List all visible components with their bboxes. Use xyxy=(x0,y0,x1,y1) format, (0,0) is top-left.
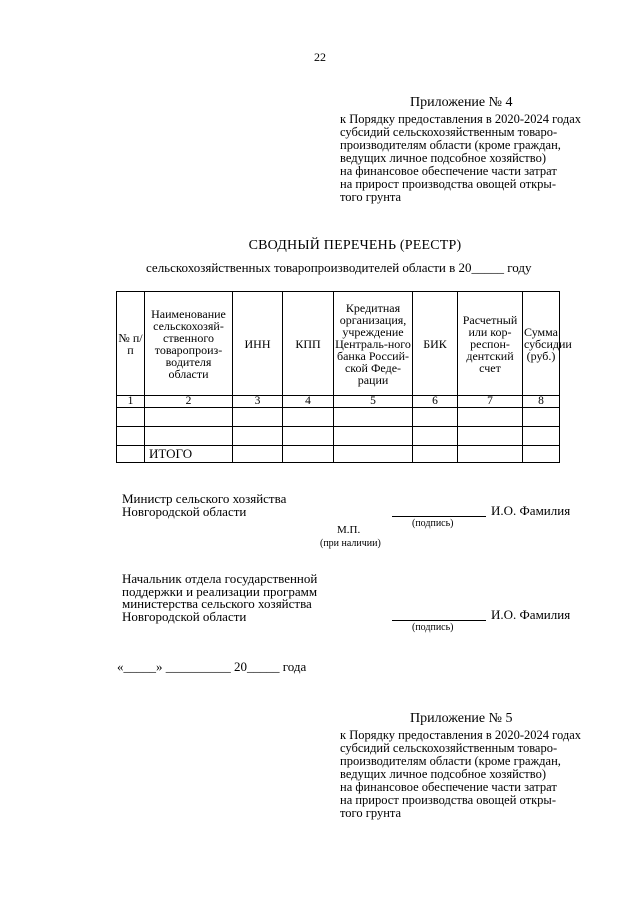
appendix-5-line: к Порядку предоставления в 2020-2024 годах xyxy=(340,728,582,742)
column-number: 3 xyxy=(233,396,283,408)
stamp-label: М.П. xyxy=(337,524,361,536)
appendix-5-line: того грунта xyxy=(340,806,402,820)
total-label: ИТОГО xyxy=(145,446,233,463)
header-cell-subsidy-sum: Сумма субсидии (руб.) xyxy=(523,292,560,396)
column-number-row xyxy=(117,396,560,408)
table-row xyxy=(117,427,560,446)
page-number: 22 xyxy=(314,50,326,64)
table-header-row xyxy=(117,292,560,396)
table-cell xyxy=(233,427,283,446)
table-cell xyxy=(117,446,145,463)
header-cell-inn: ИНН xyxy=(233,292,283,396)
table-cell xyxy=(458,427,523,446)
appendix-4-line: того грунта xyxy=(340,190,402,204)
table-cell xyxy=(413,446,458,463)
table-cell xyxy=(523,408,560,427)
column-number: 8 xyxy=(523,396,560,408)
table-cell xyxy=(145,408,233,427)
table-cell xyxy=(233,446,283,463)
header-cell-bik: БИК xyxy=(413,292,458,396)
header-cell-account: Расчетный или кор-респон-дентский счет xyxy=(458,292,523,396)
department-head-position-line: Начальник отдела государственной xyxy=(122,571,318,586)
department-head-name: И.О. Фамилия xyxy=(491,607,571,622)
department-head-position xyxy=(122,573,317,623)
signature-line xyxy=(392,516,486,517)
minister-position-line: Министр сельского хозяйства xyxy=(122,491,287,506)
table-cell xyxy=(458,446,523,463)
appendix-4-line: на финансовое обеспечение части затрат xyxy=(340,164,557,178)
minister-position xyxy=(122,493,286,518)
column-number: 2 xyxy=(145,396,233,408)
department-head-position-line: министерства сельского хозяйства xyxy=(122,596,312,611)
stamp-note: (при наличии) xyxy=(320,538,381,549)
appendix-4-line: субсидий сельскохозяйственным товаро- xyxy=(340,125,558,139)
table-cell xyxy=(458,408,523,427)
table-cell xyxy=(413,427,458,446)
table-cell xyxy=(117,427,145,446)
registry-subtitle: сельскохозяйственных товаропроизводителей области в 20_____ году xyxy=(146,260,532,275)
appendix-5-line: субсидий сельскохозяйственным товаро- xyxy=(340,741,558,755)
header-cell-number: № п/п xyxy=(117,292,145,396)
column-number: 5 xyxy=(334,396,413,408)
appendix-4-title: Приложение № 4 xyxy=(410,95,513,110)
table-cell xyxy=(413,408,458,427)
appendix-5-line: на финансовое обеспечение части затрат xyxy=(340,780,557,794)
signature-caption: (подпись) xyxy=(412,622,454,633)
header-cell-producer-name: Наименование сельскохозяй-ственного товаропроиз-водителя области xyxy=(145,292,233,396)
column-number: 1 xyxy=(117,396,145,408)
appendix-4-line: производителям области (кроме граждан, xyxy=(340,138,561,152)
table-cell xyxy=(283,446,334,463)
appendix-4-line: ведущих личное подсобное хозяйство) xyxy=(340,151,546,165)
table-cell xyxy=(283,427,334,446)
registry-title: СВОДНЫЙ ПЕРЕЧЕНЬ (РЕЕСТР) xyxy=(248,238,462,253)
table-cell xyxy=(334,408,413,427)
table-cell xyxy=(283,408,334,427)
header-cell-kpp: КПП xyxy=(283,292,334,396)
appendix-4-line: на прирост производства овощей откры- xyxy=(340,177,556,191)
table-cell xyxy=(523,427,560,446)
column-number: 4 xyxy=(283,396,334,408)
header-cell-credit-org: Кредитная организация, учреждение Централь-ного банка Россий-ской Феде-рации xyxy=(334,292,413,396)
table-cell xyxy=(117,408,145,427)
column-number: 6 xyxy=(413,396,458,408)
appendix-5-text xyxy=(340,729,581,820)
appendix-5-line: ведущих личное подсобное хозяйство) xyxy=(340,767,546,781)
appendix-4-line: к Порядку предоставления в 2020-2024 годах xyxy=(340,112,582,126)
minister-name: И.О. Фамилия xyxy=(491,503,571,518)
date-line: «_____» __________ 20_____ года xyxy=(117,659,307,674)
appendix-5-title: Приложение № 5 xyxy=(410,711,513,726)
table-total-row xyxy=(117,446,560,463)
table-cell xyxy=(145,427,233,446)
table-cell xyxy=(334,427,413,446)
table-cell xyxy=(233,408,283,427)
appendix-5-line: производителям области (кроме граждан, xyxy=(340,754,561,768)
signature-caption: (подпись) xyxy=(412,518,454,529)
column-number: 7 xyxy=(458,396,523,408)
appendix-4-text xyxy=(340,113,581,204)
table-cell xyxy=(334,446,413,463)
registry-table xyxy=(116,291,572,463)
appendix-5-line: на прирост производства овощей откры- xyxy=(340,793,556,807)
table-cell xyxy=(523,446,560,463)
minister-position-line: Новгородской области xyxy=(122,503,247,519)
table-row xyxy=(117,408,560,427)
department-head-position-line: поддержки и реализации программ xyxy=(122,583,318,599)
department-head-position-line: Новгородской области xyxy=(122,608,247,624)
signature-line xyxy=(392,620,486,621)
